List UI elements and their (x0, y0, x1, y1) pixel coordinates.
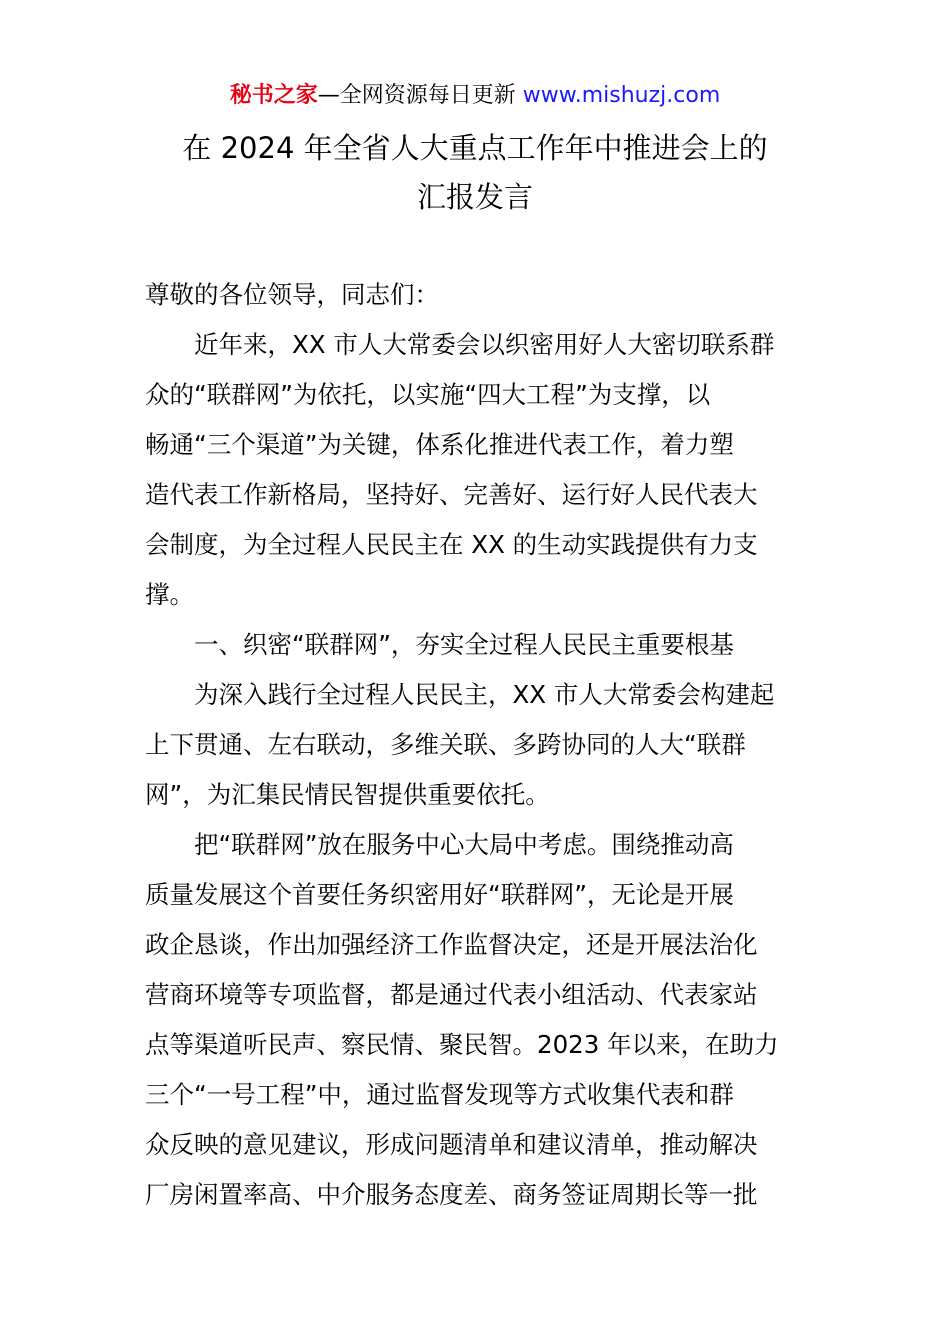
body-line: 营商环境等专项监督，都是通过代表小组活动、代表家站 (145, 980, 758, 1009)
site-header (0, 80, 950, 112)
body-line: 点等渠道听民声、察民情、聚民智。2023 年以来，在助力 (145, 1030, 779, 1059)
document-title-line-1: 在 2024 年全省人大重点工作年中推进会上的 (182, 131, 768, 165)
body-line: 把“联群网”放在服务中心大局中考虑。围绕推动高 (194, 830, 734, 859)
body-line: 众反映的意见建议，形成问题清单和建议清单，推动解决 (145, 1130, 758, 1159)
body-line: 造代表工作新格局，坚持好、完善好、运行好人民代表大 (145, 480, 758, 509)
body-line: 为深入践行全过程人民民主，XX 市人大常委会构建起 (194, 680, 775, 709)
body-line: 政企恳谈，作出加强经济工作监督决定，还是开展法治化 (145, 930, 758, 959)
body-line: 会制度，为全过程人民民主在 XX 的生动实践提供有力支 (145, 530, 758, 559)
site-brand: 秘书之家 (229, 83, 318, 108)
site-url-link[interactable]: www.mishuzj.com (522, 83, 721, 108)
body-line: 近年来，XX 市人大常委会以织密用好人大密切联系群 (194, 330, 775, 359)
body-line: 尊敬的各位领导，同志们： (145, 280, 439, 309)
body-line: 三个“一号工程”中，通过监督发现等方式收集代表和群 (145, 1080, 734, 1109)
body-line: 众的“联群网”为依托，以实施“四大工程”为支撑，以 (145, 380, 711, 409)
body-line: 一、织密“联群网”，夯实全过程人民民主重要根基 (194, 630, 734, 659)
document-body (145, 270, 809, 1220)
site-tagline: —全网资源每日更新 (317, 83, 523, 108)
body-line: 畅通“三个渠道”为关键，体系化推进代表工作，着力塑 (145, 430, 734, 459)
body-line: 撑。 (145, 580, 194, 609)
body-line: 质量发展这个首要任务织密用好“联群网”，无论是开展 (145, 880, 734, 909)
body-line: 上下贯通、左右联动，多维关联、多跨协同的人大“联群 (145, 730, 746, 759)
document-title-line-2: 汇报发言 (416, 180, 533, 214)
body-line: 网”，为汇集民情民智提供重要依托。 (145, 780, 550, 809)
body-line: 厂房闲置率高、中介服务态度差、商务签证周期长等一批 (145, 1180, 758, 1209)
